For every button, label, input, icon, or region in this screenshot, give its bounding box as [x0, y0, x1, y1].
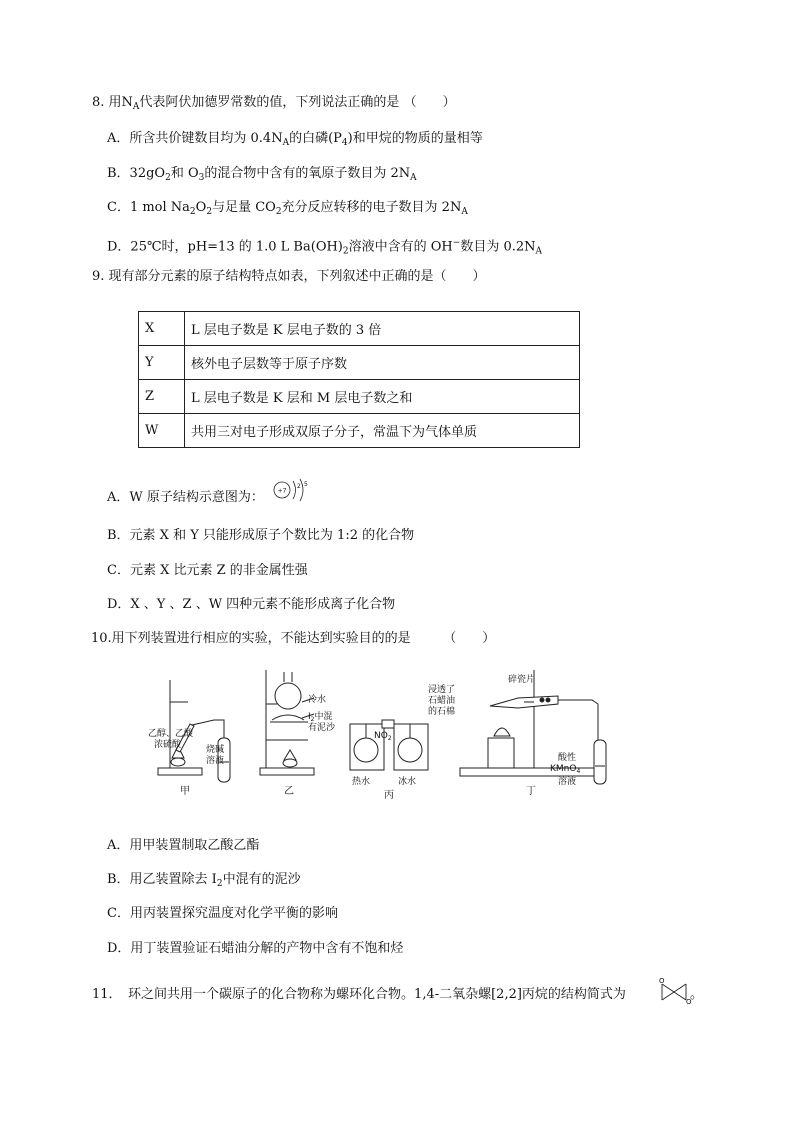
apparatus-bing — [350, 720, 428, 770]
table-cell: X — [139, 312, 185, 346]
oxygen-label-right: O — [686, 998, 692, 1004]
label-no2: $NO_2$ — [374, 731, 392, 742]
element-table — [138, 311, 580, 448]
label-yi: 乙 — [284, 786, 294, 797]
table-row — [139, 380, 580, 414]
apparatus-yi — [260, 670, 314, 775]
q9-option-d: D．X 、Y 、Z 、W 四种元素不能形成离子化合物 — [107, 597, 396, 612]
label-ice-water: 冰水 — [398, 777, 417, 787]
nucleus-charge: +7 — [277, 487, 287, 495]
label-acidic: 酸性 — [558, 753, 577, 763]
table-cell: 共用三对电子形成双原子分子，常温下为气体单质 — [185, 414, 580, 448]
q8-stem: 8. 用$N_A$代表阿伏加德罗常数的值，下列说法正确的是 （ ） — [92, 95, 456, 112]
shell-2-count: 5 — [304, 481, 308, 488]
q11-stem: 11． 环之间共用一个碳原子的化合物称为螺环化合物。1,4-二氧杂螺[2,2]丙烷的结构简式为 — [92, 987, 626, 1002]
table-cell: Z — [139, 380, 185, 414]
label-wax-3: 的石棉 — [428, 707, 456, 717]
table-row — [139, 414, 580, 448]
label-wax-1: 浸透了 — [428, 685, 456, 695]
q10-stem: 10.用下列装置进行相应的实验，不能达到实验目的的是 （ ） — [91, 631, 496, 646]
q10-option-a: A．用甲装置制取乙酸乙酯 — [107, 838, 260, 853]
q8-option-d: D．25℃时，pH=13 的 1.0 L $Ba(OH)_2$溶液中含有的 OH−数目为 $0.2N_A$ — [107, 238, 542, 257]
table-row — [139, 346, 580, 380]
table-row — [139, 312, 580, 346]
label-porcelain-chips: 碎瓷片 — [508, 675, 536, 685]
q10-option-b: B．用乙装置除去 $I_2$中混有的泥沙 — [107, 872, 301, 889]
label-hot-water: 热水 — [352, 777, 371, 787]
spiro-structure-diagram — [656, 976, 692, 1004]
q9-stem: 9. 现有部分元素的原子结构特点如表，下列叙述中正确的是（ ） — [92, 269, 486, 284]
atom-structure-diagram — [270, 475, 314, 507]
table-cell: W — [139, 414, 185, 448]
shell-1-count: 2 — [297, 483, 301, 490]
table-cell: Y — [139, 346, 185, 380]
q8-option-c: C．1 mol $Na_2O_2$与足量 $CO_2$充分反应转移的电子数目为 $2N_A$ — [107, 200, 468, 217]
label-solution: 溶液 — [558, 777, 577, 787]
q9-option-c: C．元素 X 比元素 Z 的非金属性强 — [107, 563, 308, 578]
label-naoh-1: 烧碱 — [206, 745, 225, 755]
q8-option-b: B．$32gO_2$和 $O_3$的混合物中含有的氧原子数目为 $2N_A$ — [107, 166, 417, 183]
label-wax-2: 石蜡油 — [428, 696, 456, 706]
apparatus-ding — [460, 670, 606, 784]
electron-shell-1 — [293, 481, 296, 499]
label-i2-with-sand: $I_2$中混 — [308, 712, 333, 723]
label-jia: 甲 — [180, 786, 190, 797]
oxygen-label-left: O — [659, 977, 665, 985]
label-sand: 有泥沙 — [308, 723, 336, 733]
label-cold-water: 冷水 — [308, 695, 327, 705]
apparatus-figure — [148, 662, 626, 804]
label-conc-sulfuric-acid: 浓硫酸 — [154, 740, 182, 750]
q10-option-c: C．用丙装置探究温度对化学平衡的影响 — [107, 906, 338, 921]
table-cell: L 层电子数是 K 层和 M 层电子数之和 — [185, 380, 580, 414]
q9-option-b: B．元素 X 和 Y 只能形成原子个数比为 1:2 的化合物 — [107, 528, 415, 543]
q10-option-d: D．用丁装置验证石蜡油分解的产物中含有不饱和烃 — [107, 941, 404, 956]
q9-option-a: A．W 原子结构示意图为： — [107, 490, 264, 505]
label-ding: 丁 — [526, 786, 536, 797]
label-ethanol-acetic-acid: 乙醇、乙酸 — [148, 729, 194, 739]
q8-option-a: A．所含共价键数目均为 $0.4N_A$的白磷$(P_4)$和甲烷的物质的量相等 — [107, 131, 483, 148]
q11-end-punct: 。 — [690, 987, 704, 1002]
label-kmno4: KMnO$_4$ — [550, 764, 581, 775]
table-cell: 核外电子层数等于原子序数 — [185, 346, 580, 380]
label-naoh-2: 溶液 — [206, 756, 225, 766]
table-cell: L 层电子数是 K 层电子数的 3 倍 — [185, 312, 580, 346]
label-bing: 丙 — [384, 790, 394, 801]
